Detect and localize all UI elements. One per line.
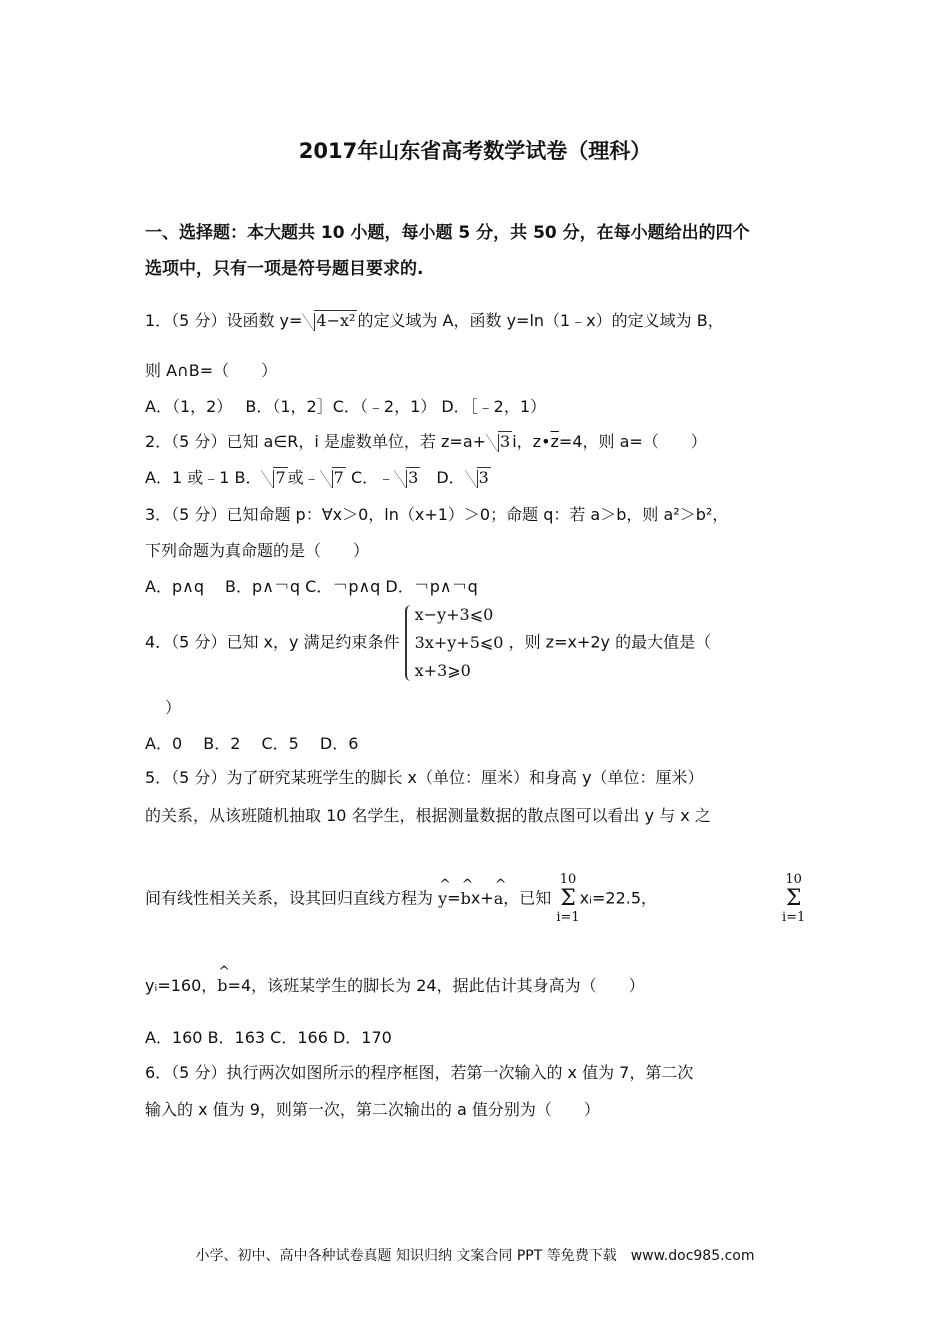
q2-conjugate-z: $\overline{z}$ [550,432,559,451]
q2-line1 [145,429,707,452]
q6-line1: 6．（5 分）执行两次如图所示的程序框图，若第一次输入的 x 值为 7，第二次 [145,1063,694,1082]
q2-sqrt-opt1 [261,468,287,487]
q5-text-b: ，已知 [503,888,552,908]
q5-yi-sum: yᵢ=160， [145,976,218,995]
q3-line1: 3．（5 分）已知命题 p：∀x＞0，ln（x+1）＞0；命题 q：若 a＞b，则 a²＞b²， [145,505,729,524]
q1-options: A．（1，2） B．（1，2］C．（﹣2，1） D．［﹣2，1） [145,397,547,416]
q2-opt-a: A．1 或﹣1 B． [145,468,262,487]
q2-sqrt-opt4 [465,468,491,487]
q5-options: A．160 B．163 C．166 D．170 [145,1028,392,1047]
q4-text-a: 4．（5 分）已知 x，y 满足约束条件 [145,632,400,652]
q2-text-b: i，z• [512,432,551,451]
q5-b-hat-2: ^ b [217,970,227,995]
q5-line2: 的关系，从该班随机抽取 10 名学生，根据测量数据的散点图可以看出 y 与 x 之 [145,806,711,825]
q5-sum-x-lower: i=1 [556,910,580,925]
q5-x-plus: x+ [470,888,494,908]
section-heading [145,215,810,287]
q5-sum-y-upper: 10 [785,872,802,887]
q4-options: A．0 B．2 C．5 D．6 [145,734,359,753]
q5-line1: 5．（5 分）为了研究某班学生的脚长 x（单位：厘米）和身高 y（单位：厘米） [145,768,704,787]
q1-line2: 则 A∩B=（ ） [145,361,278,380]
q4-constraint-2: 3x+y+5⩽0 [414,633,504,652]
q2-sqrt-opt3 [394,468,420,487]
section-heading-line2: 选项中，只有一项是符号题目要求的. [145,259,424,279]
q5-line3 [145,872,657,926]
q1-text-a: 1．（5 分）设函数 y= [145,311,303,330]
q2-opt-rad4: 3 [478,468,489,487]
sigma-icon: Σ [785,886,802,911]
q5-sum-x [556,872,579,926]
q1-line1 [145,308,724,331]
q1-sqrt [302,311,357,330]
q2-opt-c: C．﹣ [345,468,395,487]
q2-opt-rad2: 7 [333,468,344,487]
q2-opt-rad3: 3 [408,468,419,487]
q1-radicand: 4−x² [316,311,356,330]
q5-b-hat: ^ b [461,883,471,908]
q4-line1 [145,601,711,685]
q5-equals: = [447,888,461,908]
q2-opt-rad1: 7 [275,468,286,487]
q5-sum-x-upper: 10 [559,872,577,887]
q2-opt-d: D． [420,468,465,487]
page-title: 2017年山东省高考数学试卷（理科） [298,139,652,163]
q1-text-b: 的定义域为 A，函数 y=ln（1﹣x）的定义域为 B， [357,311,724,330]
q5-line4 [145,970,645,996]
q2-opt-b: 或﹣ [287,468,320,487]
sigma-icon: Σ [560,886,576,911]
q5-y-hat: ^ y [438,883,447,908]
q2-text-a: 2．（5 分）已知 a∈R，i 是虚数单位，若 z=a+ [145,432,487,451]
q5-a-hat: ^ a [494,883,504,908]
q4-constraint-system [405,601,504,685]
q5-text-c: =4，该班某学生的脚长为 24，据此估计其身高为（ ） [227,976,645,995]
q5-sum-y [782,872,805,926]
q2-text-c: =4，则 a=（ ） [558,432,707,451]
q3-line2: 下列命题为真命题的是（ ） [145,541,370,560]
q5-xi-sum: xᵢ=22.5， [579,888,658,908]
footer-link[interactable]: 小学、初中、高中各种试卷真题 知识归纳 文案合同 PPT 等免费下载 www.doc985.com [195,1248,755,1264]
section-heading-line1: 一、选择题：本大题共 10 小题，每小题 5 分，共 50 分，在每小题给出的四个 [145,223,750,243]
q6-line2: 输入的 x 值为 9，则第一次，第二次输出的 a 值分别为（ ） [145,1100,600,1119]
q2-options [145,465,491,488]
q2-sqrt-opt2 [320,468,346,487]
q4-constraint-3: x+3⩾0 [414,661,471,680]
q2-sqrt [486,432,512,451]
q5-sum-y-lower: i=1 [782,910,806,925]
q3-options: A．p∧q B．p∧￢q C．￢p∧q D．￢p∧￢q [145,577,478,596]
q4-line2: ） [165,698,182,717]
q2-radicand: 3 [500,432,511,451]
q4-constraint-1: x−y+3⩽0 [414,605,494,624]
q5-text-a: 间有线性相关关系，设其回归直线方程为 [145,888,434,908]
q4-text-b: ，则 z=x+2y 的最大值是（ [508,632,712,652]
